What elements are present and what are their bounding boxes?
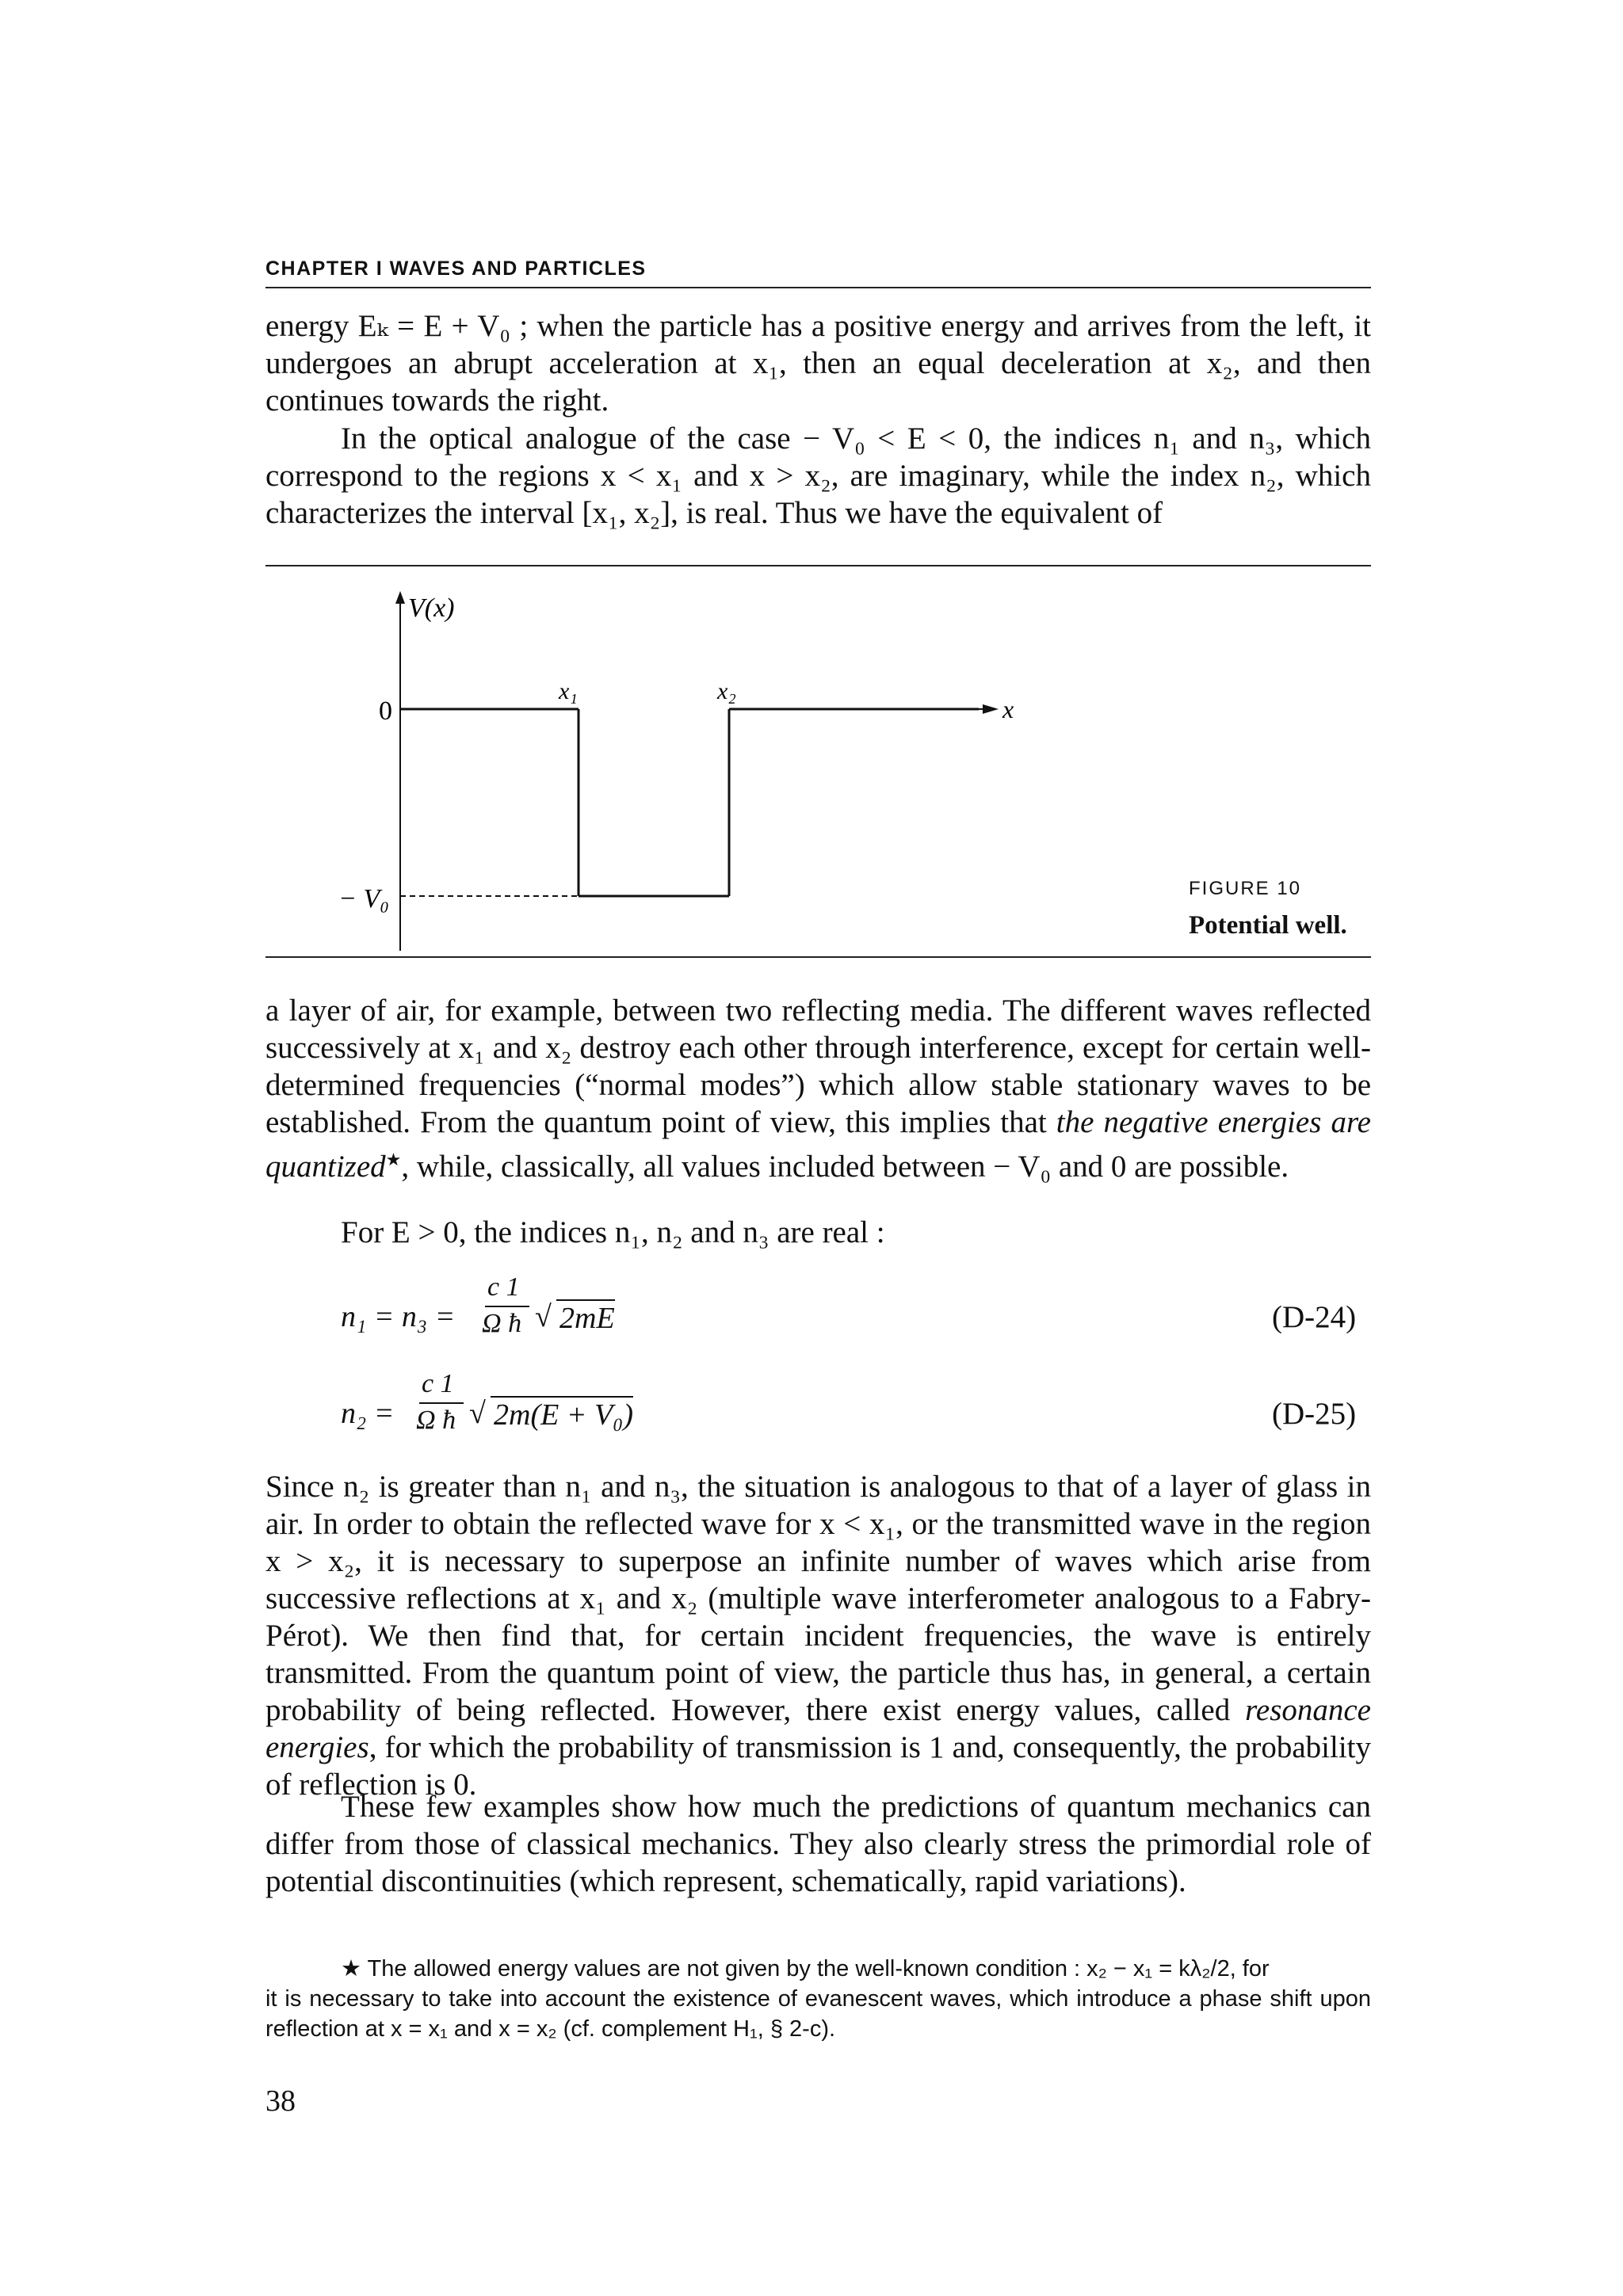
x-axis-arrow-icon — [983, 704, 999, 714]
eq24-frac-bar — [485, 1306, 529, 1307]
paragraph-6: These few examples show how much the predictions of quantum mechanics can differ from those of classical mechanics. They also clearly stress the primordial role of potential discontinuities (which represent, schematically, rapid variations). — [265, 1790, 1371, 1898]
paragraph-4: For E > 0, the indices n₁, n₂ and n₃ are real : — [341, 1215, 885, 1249]
paragraph-5-text-b: , for which the probability of transmission is 1 and, consequently, the probability of reflection is 0. — [265, 1730, 1371, 1802]
footnote — [265, 1954, 1371, 2044]
footnote-rest: it is necessary to take into account the existence of evanescent waves, which introduce a phase shift upon reflection at x = x₁ and x = x₂ (cf. complement H₁, § 2-c). — [265, 1986, 1371, 2042]
paragraph-3-text-a: a layer of air, for example, between two reflecting media. The different waves reflected successively at x₁ and x₂ destroy each other through interference, except for certain well-determined frequencies (“normal modes”) which allow stable stationary waves to be established. From the quantum point of view, this implies that — [265, 994, 1371, 1139]
quantized-emphasis: the negative energies are quantized — [265, 1105, 1371, 1184]
y-axis-arrow-icon — [395, 591, 405, 604]
paragraph-1: energy Eₖ = E + V₀ ; when the particle has a positive energy and arrives from the left, it undergoes an abrupt acceleration at x₁, then an equal deceleration at x₂, and then continues towards the right. — [265, 309, 1371, 418]
potential-well-figure — [265, 570, 1371, 959]
figure-title: Potential well. — [1189, 911, 1347, 940]
eq25-radicand: 2m(E + V₀) — [491, 1396, 633, 1432]
eq24-radicand: 2mE — [556, 1299, 615, 1336]
eq25-label: (D-25) — [1272, 1397, 1357, 1431]
footnote-star-ref: ★ — [385, 1150, 402, 1169]
x-axis-label: x — [1002, 695, 1014, 723]
paragraph-3 — [265, 992, 1371, 1185]
header-rule — [265, 287, 1371, 288]
eq25-sqrt-icon: √ — [469, 1397, 486, 1430]
y-axis-label: V(x) — [408, 593, 455, 623]
page-number: 38 — [265, 2084, 296, 2118]
x1-label: x₁ — [559, 678, 578, 704]
footnote-line-1: ★ The allowed energy values are not given by the well-known condition : x₂ − x₁ = kλ₂/2, for — [341, 1956, 1270, 1981]
eq25-frac-num: c 1 — [422, 1369, 454, 1398]
eq24-frac-num: c 1 — [487, 1272, 520, 1302]
zero-tick-label: 0 — [379, 696, 392, 726]
paragraph-5-text-a: Since n₂ is greater than n₁ and n₃, the situation is analogous to that of a layer of glass in air. In order to obtain the reflected wave for x < x₁, or the transmitted wave in the region x > x₂, it is necessary to superpose an infinite number of waves which arise from successive reflections at x₁ and x₂ (multiple wave interferometer analogous to a Fabry-Pérot). We then find that, for certain incident frequencies, the wave is entirely transmitted. From the quantum point of view, the particle thus has, in general, a certain probability of being reflected. However, there exist energy values, called — [265, 1470, 1371, 1727]
figure-number: FIGURE 10 — [1189, 878, 1302, 899]
eq25-frac-den: Ω ħ — [416, 1405, 456, 1435]
resonance-energies-emphasis: resonance energies — [265, 1693, 1371, 1764]
paragraph-5 — [265, 1468, 1371, 1803]
eq24-sqrt-icon: √ — [535, 1300, 552, 1333]
minus-v0-label: − V₀ — [338, 884, 390, 913]
eq24-frac-den: Ω ħ — [482, 1309, 522, 1338]
eq25-lhs: n₂ = — [341, 1397, 395, 1430]
running-header: CHAPTER I WAVES AND PARTICLES — [265, 257, 647, 280]
x2-label: x₂ — [717, 678, 736, 704]
paragraph-3-text-b: , while, classically, all values included between − V₀ and 0 are possible. — [401, 1150, 1289, 1184]
eq25-frac-bar — [419, 1402, 464, 1404]
eq24-lhs: n₁ = n₃ = — [341, 1300, 456, 1333]
eq24-label: (D-24) — [1272, 1300, 1357, 1334]
paragraph-2: In the optical analogue of the case − V₀ < E < 0, the indices n₁ and n₃, which correspond to the regions x < x₁ and x > x₂, are imaginary, while the index n₂, which characterizes the interval [x₁, x₂], is real. Thus we have the equivalent of — [265, 421, 1371, 530]
figure-bottom-rule — [265, 956, 1371, 958]
figure-top-rule — [265, 565, 1371, 566]
